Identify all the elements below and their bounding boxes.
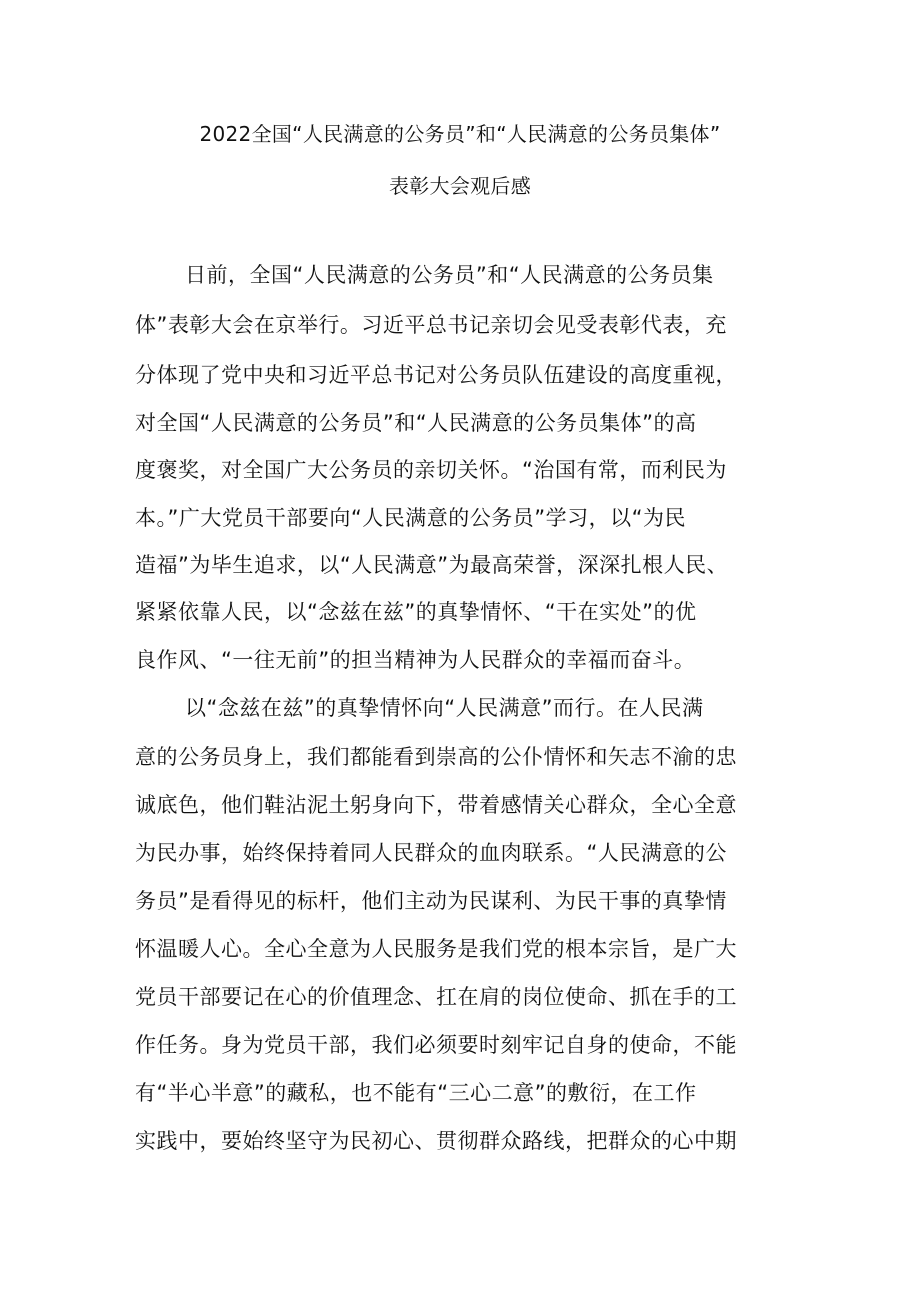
paragraph-line: 以“念兹在兹”的真挚情怀向“人民满意”而行。在人民满	[185, 696, 704, 720]
paragraph-line: 党员干部要记在心的价值理念、扛在肩的岗位使命、抓在手的工	[135, 985, 737, 1009]
paragraph-line: 分体现了党中央和习近平总书记对公务员队伍建设的高度重视，	[135, 363, 737, 387]
document-title: 2022全国“人民满意的公务员”和“人民满意的公务员集体”	[199, 122, 721, 146]
paragraph-line: 造福”为毕生追求，以“人民满意”为最高荣誉，深深扎根人民、	[135, 553, 729, 577]
paragraph-line: 体”表彰大会在京举行。习近平总书记亲切会见受表彰代表，充	[135, 313, 727, 337]
paragraph-line: 本。”广大党员干部要向“人民满意的公务员”学习，以“为民	[135, 506, 687, 530]
paragraph-line: 有“半心半意”的藏私，也不能有“三心二意”的敷衍，在工作	[135, 1081, 697, 1105]
paragraph-line: 实践中，要始终坚守为民初心、贯彻群众路线，把群众的心中期	[135, 1129, 737, 1153]
paragraph-line: 怀温暖人心。全心全意为人民服务是我们党的根本宗旨，是广大	[135, 937, 737, 961]
paragraph-line: 务员”是看得见的标杆，他们主动为民谋利、为民干事的真挚情	[135, 889, 727, 913]
paragraph-line: 良作风、“一往无前”的担当精神为人民群众的幸福而奋斗。	[135, 648, 696, 672]
paragraph-line: 诚底色，他们鞋沾泥土躬身向下，带着感情关心群众，全心全意	[135, 793, 737, 817]
document-subtitle: 表彰大会观后感	[388, 174, 532, 198]
paragraph-line: 作任务。身为党员干部，我们必须要时刻牢记自身的使命，不能	[135, 1033, 737, 1057]
paragraph-line: 对全国“人民满意的公务员”和“人民满意的公务员集体”的高	[135, 411, 697, 435]
paragraph-line: 为民办事，始终保持着同人民群众的血肉联系。“人民满意的公	[135, 841, 727, 865]
paragraph-line: 度褒奖，对全国广大公务员的亲切关怀。“治国有常，而利民为	[135, 458, 727, 482]
paragraph-line: 意的公务员身上，我们都能看到崇高的公仆情怀和矢志不渝的忠	[135, 745, 737, 769]
paragraph-line: 日前，全国“人民满意的公务员”和“人民满意的公务员集	[185, 263, 714, 287]
paragraph-line: 紧紧依靠人民，以“念兹在兹”的真挚情怀、“干在实处”的优	[135, 600, 697, 624]
